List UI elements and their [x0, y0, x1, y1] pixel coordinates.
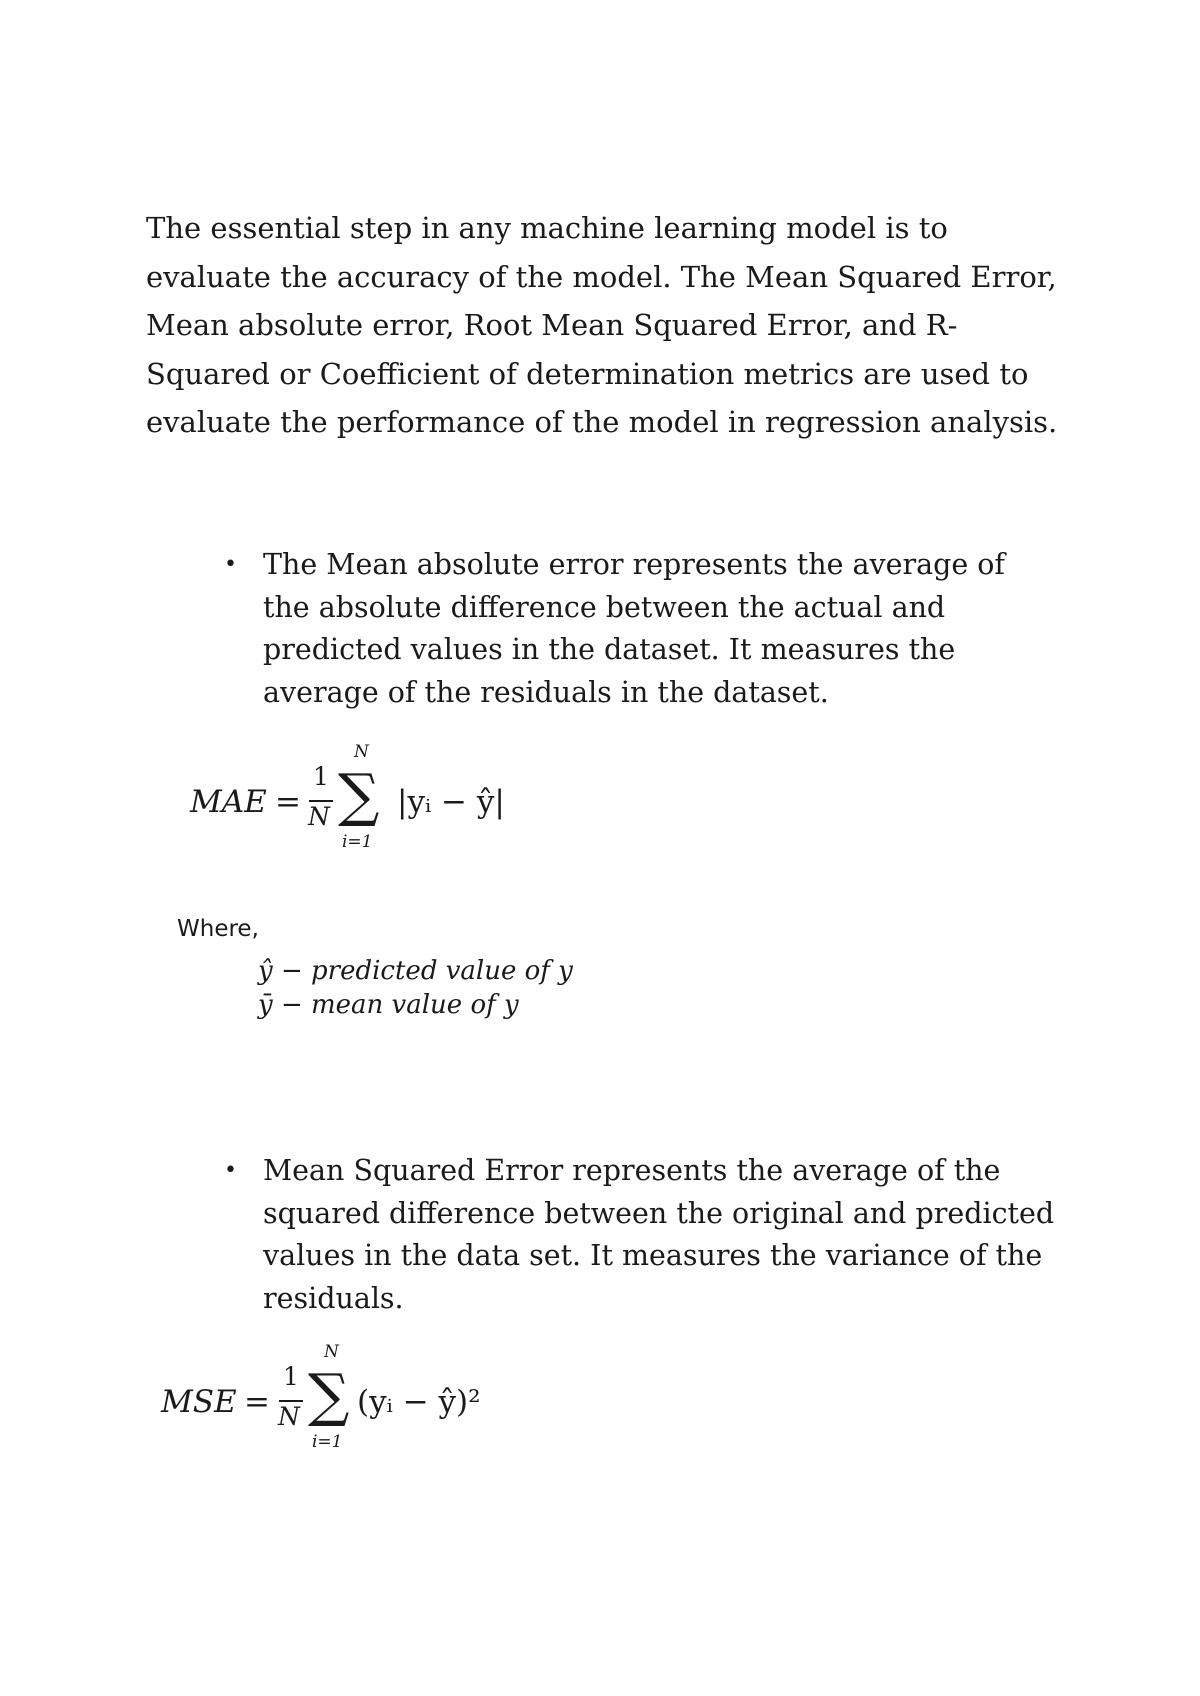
mse-formula-numerator: 1: [283, 1362, 299, 1391]
mse-formula-lower-limit: i=1: [312, 1432, 343, 1452]
mae-formula-sigma: ∑: [338, 761, 380, 829]
mse-formula-body: (yᵢ − ŷ)²: [357, 1384, 481, 1420]
mae-formula-body: |yᵢ − ŷ|: [397, 784, 505, 820]
mae-formula-lower-limit: i=1: [342, 832, 373, 852]
mae-formula-numerator: 1: [313, 762, 329, 791]
mse-formula-equals: =: [244, 1384, 270, 1420]
mae-formula-lhs: MAE: [190, 784, 267, 820]
mse-formula-denominator: N: [278, 1402, 300, 1431]
mse-formula-lhs: MSE: [161, 1384, 237, 1420]
where-label: Where,: [177, 916, 259, 942]
bullet-marker: •: [224, 552, 237, 577]
where-line-predicted: ŷ − predicted value of y: [258, 956, 573, 986]
bullet-item-mse: [0, 1150, 1200, 1320]
bullet-marker: •: [224, 1158, 237, 1183]
bullet-list-mae: [0, 544, 1200, 714]
bullet-list-mse: [0, 1150, 1200, 1320]
mae-formula: [190, 742, 530, 862]
mse-formula: [161, 1342, 501, 1462]
bullet-item-mae: [0, 544, 1200, 714]
mse-formula-upper-limit: N: [324, 1342, 339, 1362]
mae-formula-equals: =: [275, 784, 301, 820]
mae-formula-upper-limit: N: [354, 742, 369, 762]
where-line-mean: ȳ − mean value of y: [258, 990, 519, 1020]
intro-paragraph: The essential step in any machine learning model is to evaluate the accuracy of the model. The Mean Squared Error, Mean absolute error, Root Mean Squared Error, and R-Squared or Coefficient of determination metrics are used to evaluate the performance of the model in regression analysis.: [146, 211, 1058, 439]
mse-formula-sigma: ∑: [308, 1361, 350, 1429]
mae-formula-denominator: N: [308, 802, 330, 831]
bullet-text-mae: The Mean absolute error represents the average of the absolute difference between the actual and predicted values in the dataset. It measures the average of the residuals in the dataset.: [263, 548, 1005, 709]
bullet-text-mse: Mean Squared Error represents the average of the squared difference between the original and predicted values in the data set. It measures the variance of the residuals.: [263, 1154, 1055, 1315]
